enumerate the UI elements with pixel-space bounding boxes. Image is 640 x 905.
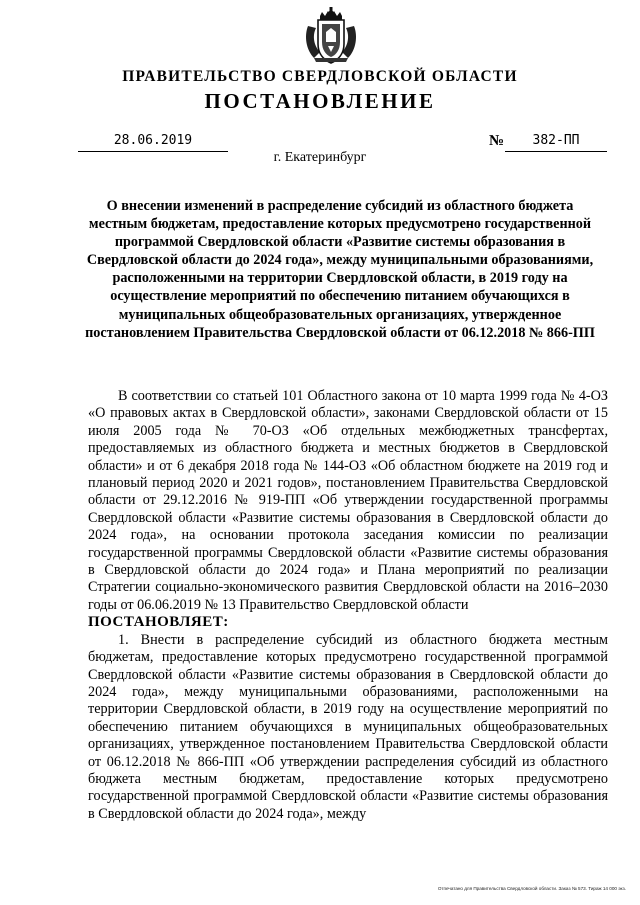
resolves-heading: ПОСТАНОВЛЯЕТ: [88, 614, 229, 631]
print-footer: Отпечатано для Правительства Свердловской области. Заказ № 573. Тираж 14 000 экз. [437, 886, 626, 891]
city: г. Екатеринбург [273, 150, 367, 165]
coat-of-arms-icon [300, 6, 362, 68]
government-name: ПРАВИТЕЛЬСТВО СВЕРДЛОВСКОЙ ОБЛАСТИ [122, 68, 518, 85]
document-number: 382-ПП [505, 133, 607, 152]
document-title: О внесении изменений в распределение субсидий из областного бюджета местным бюджетам, предоставление которых предусмотрено государственной программой Свердловской области «Развитие системы образования в Свердловской области до 2024 года», между муниципальными образованиями, расположенными на территории Свердловской области, в 2019 году на осуществление мероприятий по обеспечению питанием обучающихся в муниципальных общеобразовательных организациях, утвержденное постановлением Правительства Свердловской области от 06.12.2018 № 866-ПП [85, 198, 595, 341]
number-sign: № [489, 133, 505, 149]
document-date: 28.06.2019 [78, 133, 228, 152]
document-type: ПОСТАНОВЛЕНИЕ [204, 89, 436, 113]
preamble-paragraph: В соответствии со статьей 101 Областного закона от 10 марта 1999 года № 4-ОЗ «О правовых актах в Свердловской области», законами Свердловской области от 15 июля 2005 года № 70-ОЗ «Об отдельных межбюджетных трансфертах, предоставляемых из областного бюджета и местных бюджетов в Свердловской области» и от 6 декабря 2018 года № 144-ОЗ «Об областном бюджете на 2019 год и плановый период 2020 и 2021 годов», постановлением Правительства Свердловской области от 29.12.2016 № 919-ПП «Об утверждении государственной программы Свердловской области «Развитие системы образования в Свердловской области до 2024 года», на основании протокола заседания комиссии по реализации государственной программы Свердловской области «Развитие системы образования в Свердловской области до 2024 года» и Плана мероприятий по реализации Стратегии социально-экономического развития Свердловской области на 2016–2030 годы от 06.06.2019 № 13 Правительство Свердловской области [88, 388, 608, 613]
item-1-paragraph: 1. Внести в распределение субсидий из областного бюджета местным бюджетам, предоставление которых предусмотрено государственной программой Свердловской области «Развитие системы образования в Свердловской области до 2024 года», между муниципальными образованиями, расположенными на территории Свердловской области, в 2019 году на осуществление мероприятий по обеспечению питанием обучающихся в муниципальных общеобразовательных организациях, утвержденное постановлением Правительства Свердловской области от 06.12.2018 № 866-ПП «Об утверждении распределения субсидий из областного бюджета местным бюджетам, предоставление которых предусмотрено государственной программой Свердловской области «Развитие системы образования в Свердловской области до 2024 года», между [88, 631, 608, 822]
document-body [88, 388, 608, 823]
